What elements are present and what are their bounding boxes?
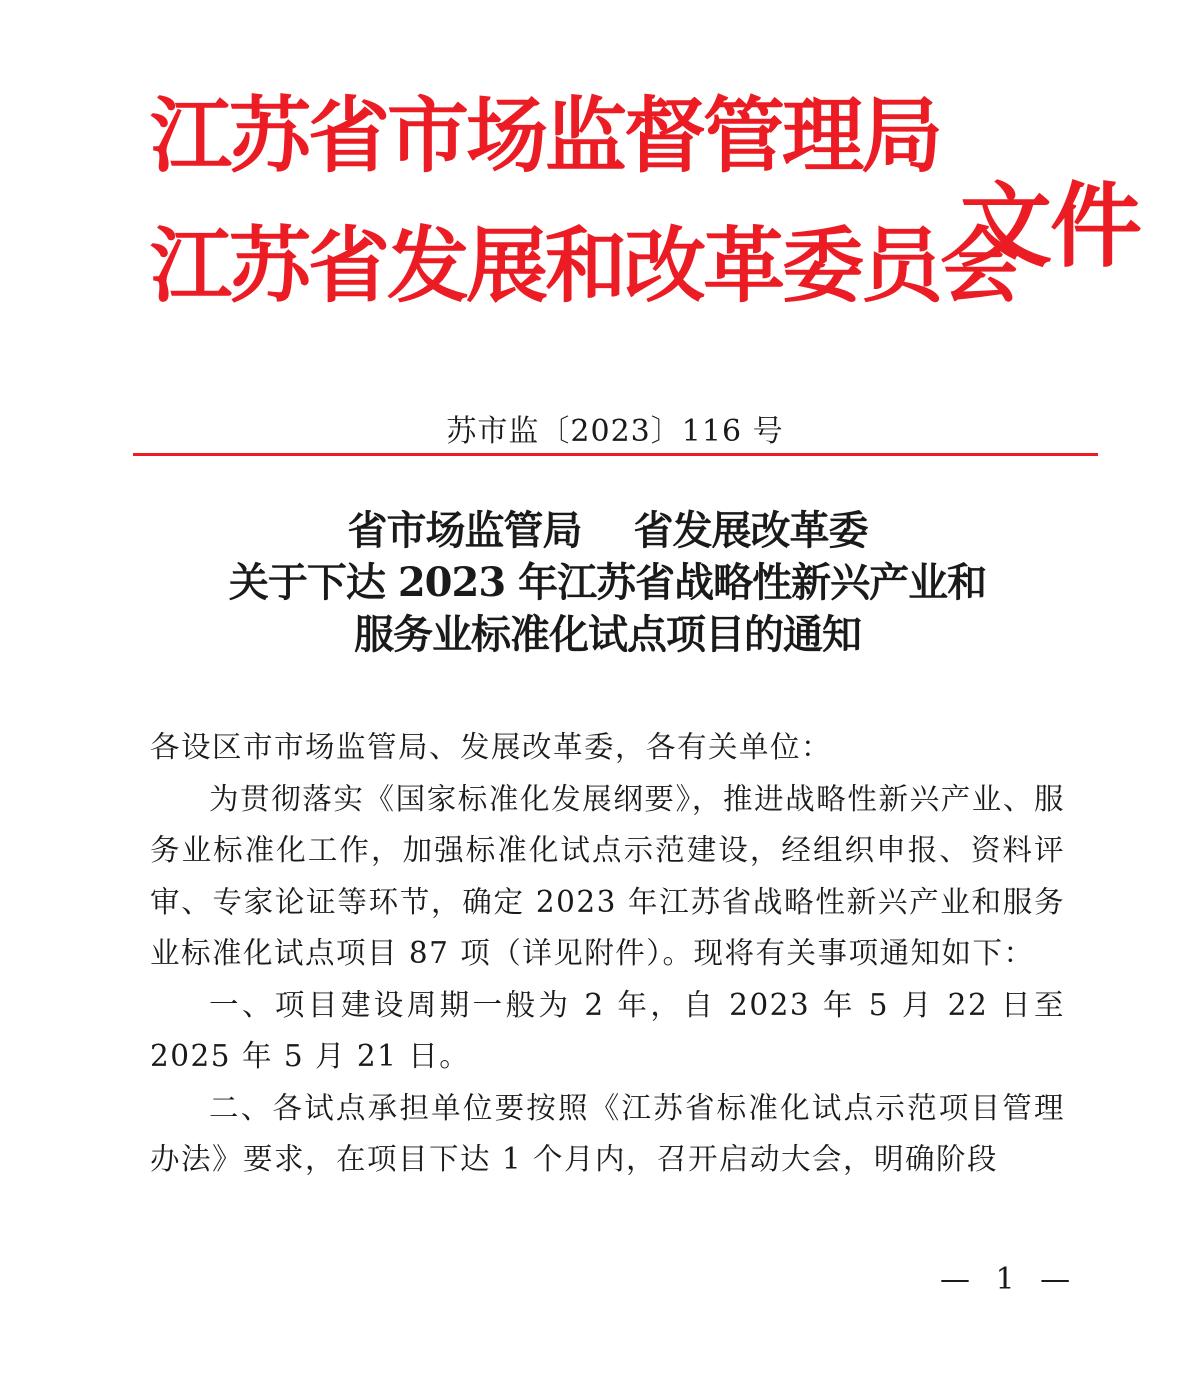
document-title bbox=[0, 505, 1195, 661]
title-line: 关于下达 2023 年江苏省战略性新兴产业和 bbox=[228, 559, 987, 606]
body-paragraph: 一、项目建设周期一般为 2 年，自 2023 年 5 月 22 日至 2025 年 5 月 21 日。 bbox=[150, 987, 1065, 1073]
document-body bbox=[150, 722, 1065, 1186]
document-number: 苏市监〔2023〕116 号 bbox=[446, 414, 784, 449]
issuer-name-market-regulation: 江苏省市场监督管理局 bbox=[150, 88, 941, 184]
red-divider-line bbox=[133, 453, 1098, 456]
salutation: 各设区市市场监管局、发展改革委，各有关单位： bbox=[150, 730, 833, 764]
title-line: 省市场监管局 省发展改革委 bbox=[347, 507, 868, 554]
page-number: — 1 — bbox=[940, 1262, 1079, 1297]
document-type-label: 文件 bbox=[960, 172, 1141, 280]
title-line: 服务业标准化试点项目的通知 bbox=[354, 611, 861, 658]
body-paragraph: 为贯彻落实《国家标准化发展纲要》，推进战略性新兴产业、服务业标准化工作，加强标准化试点示范建设，经组织申报、资料评审、专家论证等环节，确定 2023 年江苏省战略性新兴产业和服务业标准化试点项目 87 项（详见附件）。现将有关事项通知如下： bbox=[150, 781, 1065, 970]
body-paragraph: 二、各试点承担单位要按照《江苏省标准化试点示范项目管理办法》要求，在项目下达 1 个月内，召开启动大会，明确阶段 bbox=[150, 1090, 1065, 1176]
issuer-name-development-reform: 江苏省发展和改革委员会 bbox=[150, 218, 1020, 314]
